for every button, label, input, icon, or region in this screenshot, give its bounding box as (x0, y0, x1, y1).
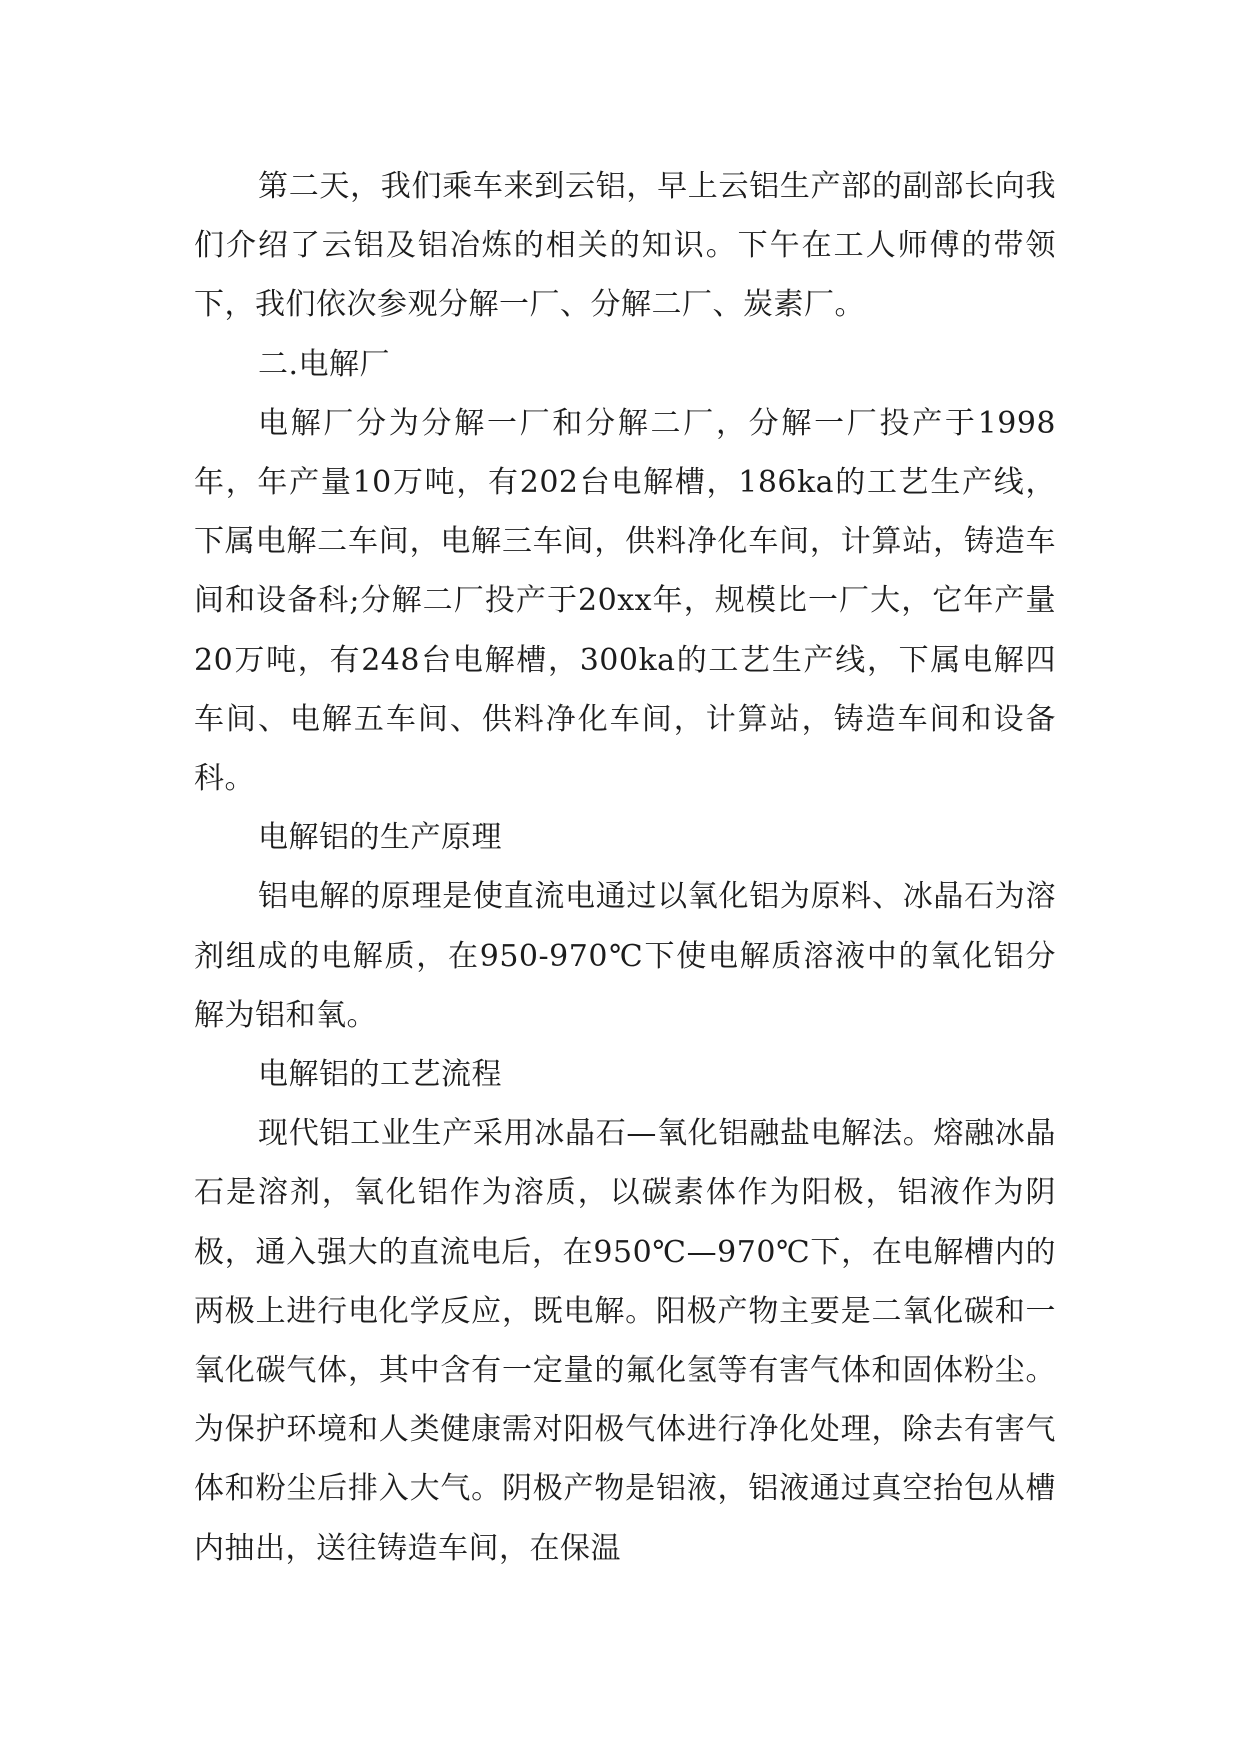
paragraph-plant-overview: 电解厂分为分解一厂和分解二厂，分解一厂投产于1998年，年产量10万吨，有202台电解槽，186ka的工艺生产线，下属电解二车间，电解三车间，供料净化车间，计算站，铸造车间和设备科;分解二厂投产于20xx年，规模比一厂大，它年产量20万吨，有248台电解槽，300ka的工艺生产线，下属电解四车间、电解五车间、供料净化车间，计算站，铸造车间和设备科。 (194, 405, 1056, 797)
paragraph-visit-intro: 第二天，我们乘车来到云铝，早上云铝生产部的副部长向我们介绍了云铝及铝冶炼的相关的知识。下午在工人师傅的带领下，我们依次参观分解一厂、分解二厂、炭素厂。 (194, 169, 1056, 323)
document-body (194, 157, 1056, 1578)
section-heading-electrolysis-plant: 二.电解厂 (258, 346, 391, 382)
section-heading-process-flow: 电解铝的工艺流程 (258, 1057, 502, 1093)
paragraph-production-principle: 铝电解的原理是使直流电通过以氧化铝为原料、冰晶石为溶剂组成的电解质，在950-970℃下使电解质溶液中的氧化铝分解为铝和氧。 (194, 879, 1056, 1033)
section-heading-production-principle: 电解铝的生产原理 (258, 820, 502, 856)
paragraph-process-flow: 现代铝工业生产采用冰晶石—氧化铝融盐电解法。熔融冰晶石是溶剂，氧化铝作为溶质，以碳素体作为阳极，铝液作为阴极，通入强大的直流电后，在950℃—970℃下，在电解槽内的两极上进行电化学反应，既电解。阳极产物主要是二氧化碳和一氧化碳气体，其中含有一定量的氟化氢等有害气体和固体粉尘。为保护环境和人类健康需对阳极气体进行净化处理，除去有害气体和粉尘后排入大气。阴极产物是铝液，铝液通过真空抬包从槽内抽出，送往铸造车间，在保温 (194, 1116, 1056, 1566)
